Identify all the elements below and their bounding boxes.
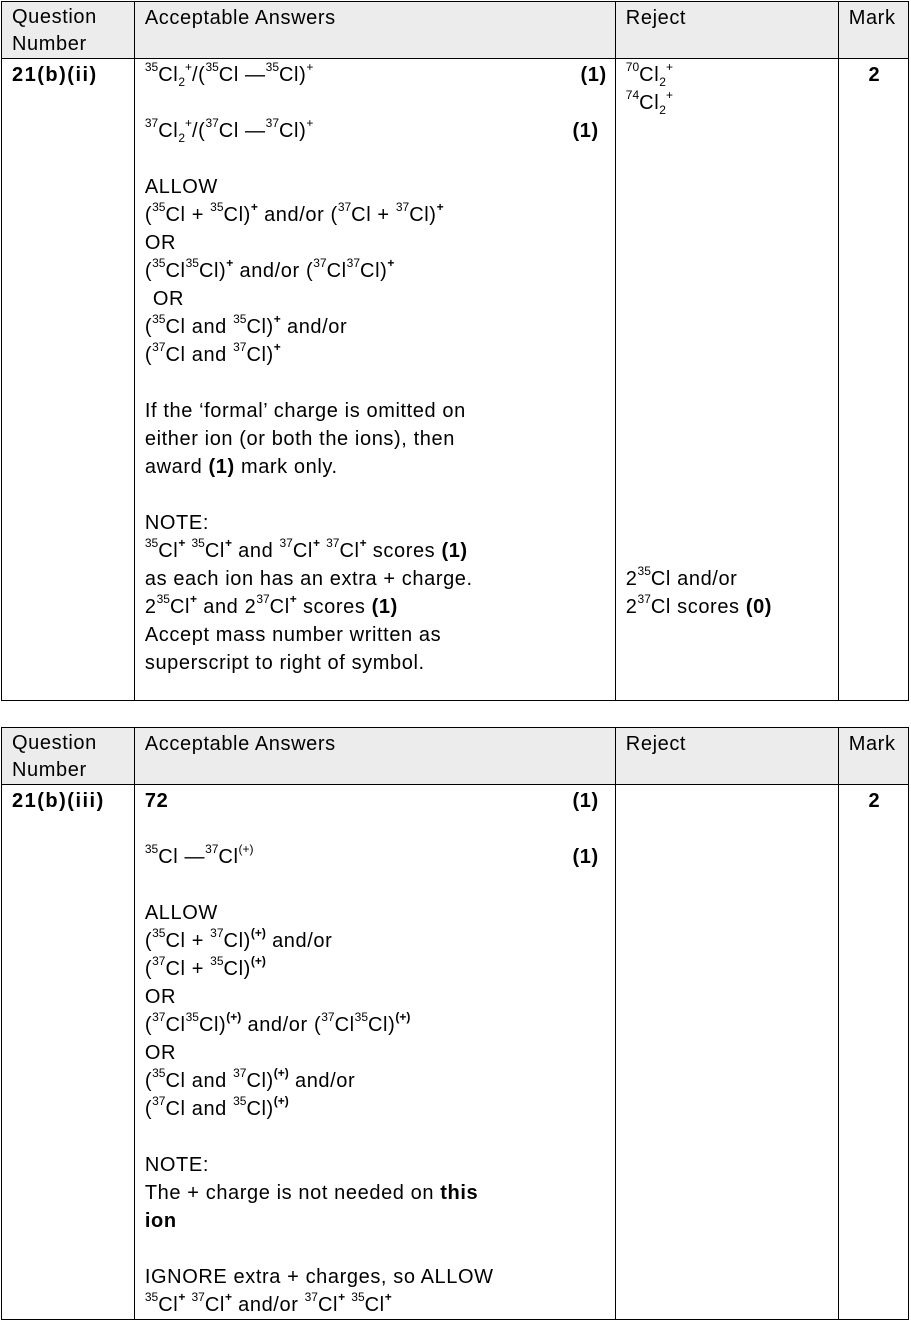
header-mark: Mark — [838, 728, 908, 785]
formal-charge-text: award (1) mark only. — [144, 456, 338, 478]
header-acceptable-answers: Acceptable Answers — [134, 728, 615, 785]
mark-scheme-table-2 — [1, 727, 909, 1320]
answer-line: $^{35}$Cl —$^{37}$Cl(+) (1) — [145, 843, 607, 871]
note-heading: NOTE: — [144, 512, 209, 534]
answer-row — [2, 785, 909, 1320]
reject-line: $2^{37}Cl$ scores (0) — [625, 592, 773, 618]
note-line: The + charge is not needed on this — [144, 1182, 479, 1204]
allow-line: ($^{35}$Cl and $^{35}$Cl)+ and/or — [144, 312, 348, 338]
acceptable-answers-cell — [134, 785, 615, 1320]
mark-value: (1) — [572, 120, 599, 142]
or-text: OR — [144, 232, 177, 254]
accept-line: Accept mass number written as — [144, 624, 442, 646]
or-text: OR — [152, 288, 185, 310]
or-text: OR — [144, 1042, 177, 1064]
allow-line: ($^{37}$Cl + $^{35}$Cl)(+) — [144, 954, 266, 980]
mark-cell: 2 — [838, 785, 908, 1320]
answer-line: $^{35}Cl_2^+/(^{35}Cl$ —$^{35}$Cl)+ (1) — [144, 60, 607, 89]
ignore-line: $^{35}$Cl+ $^{37}$Cl+ and/or $^{37}$Cl+ $^{35}$Cl+ — [144, 1290, 392, 1316]
reject-line: $^{74}Cl_2^+$ — [625, 88, 673, 117]
or-text: OR — [144, 986, 177, 1008]
header-row — [2, 728, 909, 785]
header-mark: Mark — [838, 2, 908, 59]
reject-cell — [615, 785, 838, 1320]
question-number: 21(b)(iii) — [2, 785, 135, 1320]
allow-line: ($^{37}$Cl$^{35}$Cl)(+) and/or ($^{37}$Cl$^{35}$Cl)(+) — [144, 1010, 411, 1036]
note-line: $^{35}$Cl+ $^{35}$Cl+ and $^{37}$Cl+ $^{37}$Cl+ scores (1) — [144, 536, 468, 562]
reject-cell — [615, 59, 838, 701]
header-reject: Reject — [615, 2, 838, 59]
answer-row — [2, 59, 909, 701]
note-line: $2^{35}Cl^+$ and $2^{37}Cl^+$ scores (1) — [144, 592, 398, 618]
allow-line: ($^{37}$Cl and $^{35}$Cl)(+) — [144, 1094, 289, 1120]
note-line: ion — [144, 1210, 177, 1232]
mark-scheme-table-1 — [1, 1, 909, 701]
acceptable-answers-cell — [134, 59, 615, 701]
mark-value: (1) — [572, 846, 599, 868]
header-question-number: Question Number — [2, 2, 135, 59]
header-reject: Reject — [615, 728, 838, 785]
answer-line: 72 (1) — [145, 787, 607, 815]
question-number: 21(b)(ii) — [2, 59, 135, 701]
mark-value: (1) — [572, 790, 599, 812]
allow-line: ($^{35}$Cl + $^{35}$Cl)+ and/or ($^{37}$Cl + $^{37}$Cl)+ — [144, 200, 444, 226]
note-heading: NOTE: — [144, 1154, 209, 1176]
allow-line: ($^{37}$Cl and $^{37}$Cl)+ — [144, 340, 281, 366]
allow-heading: ALLOW — [144, 902, 218, 924]
header-question-number: Question Number — [2, 728, 135, 785]
reject-line: $2^{35}Cl$ and/or — [625, 564, 738, 590]
allow-line: ($^{35}$Cl and $^{37}$Cl)(+) and/or — [144, 1066, 356, 1092]
header-acceptable-answers: Acceptable Answers — [134, 2, 615, 59]
formal-charge-text: either ion (or both the ions), then — [144, 428, 455, 450]
allow-line: ($^{35}$Cl + $^{37}$Cl)(+) and/or — [144, 926, 333, 952]
ignore-line: IGNORE extra + charges, so ALLOW — [144, 1266, 494, 1288]
reject-line: $^{70}Cl_2^+$ — [625, 60, 673, 89]
mark-value: (1) — [580, 64, 607, 86]
accept-line: superscript to right of symbol. — [144, 652, 425, 674]
allow-line: ($^{35}$Cl$^{35}$Cl)+ and/or ($^{37}$Cl$^{37}$Cl)+ — [144, 256, 395, 282]
mark-cell: 2 — [838, 59, 908, 701]
answer-line: $^{37}Cl_2^+/(^{37}Cl$ —$^{37}$Cl)+ (1) — [144, 116, 599, 145]
note-line: as each ion has an extra + charge. — [144, 568, 473, 590]
formal-charge-text: If the ‘formal’ charge is omitted on — [144, 400, 466, 422]
header-row — [2, 2, 909, 59]
allow-heading: ALLOW — [144, 176, 218, 198]
